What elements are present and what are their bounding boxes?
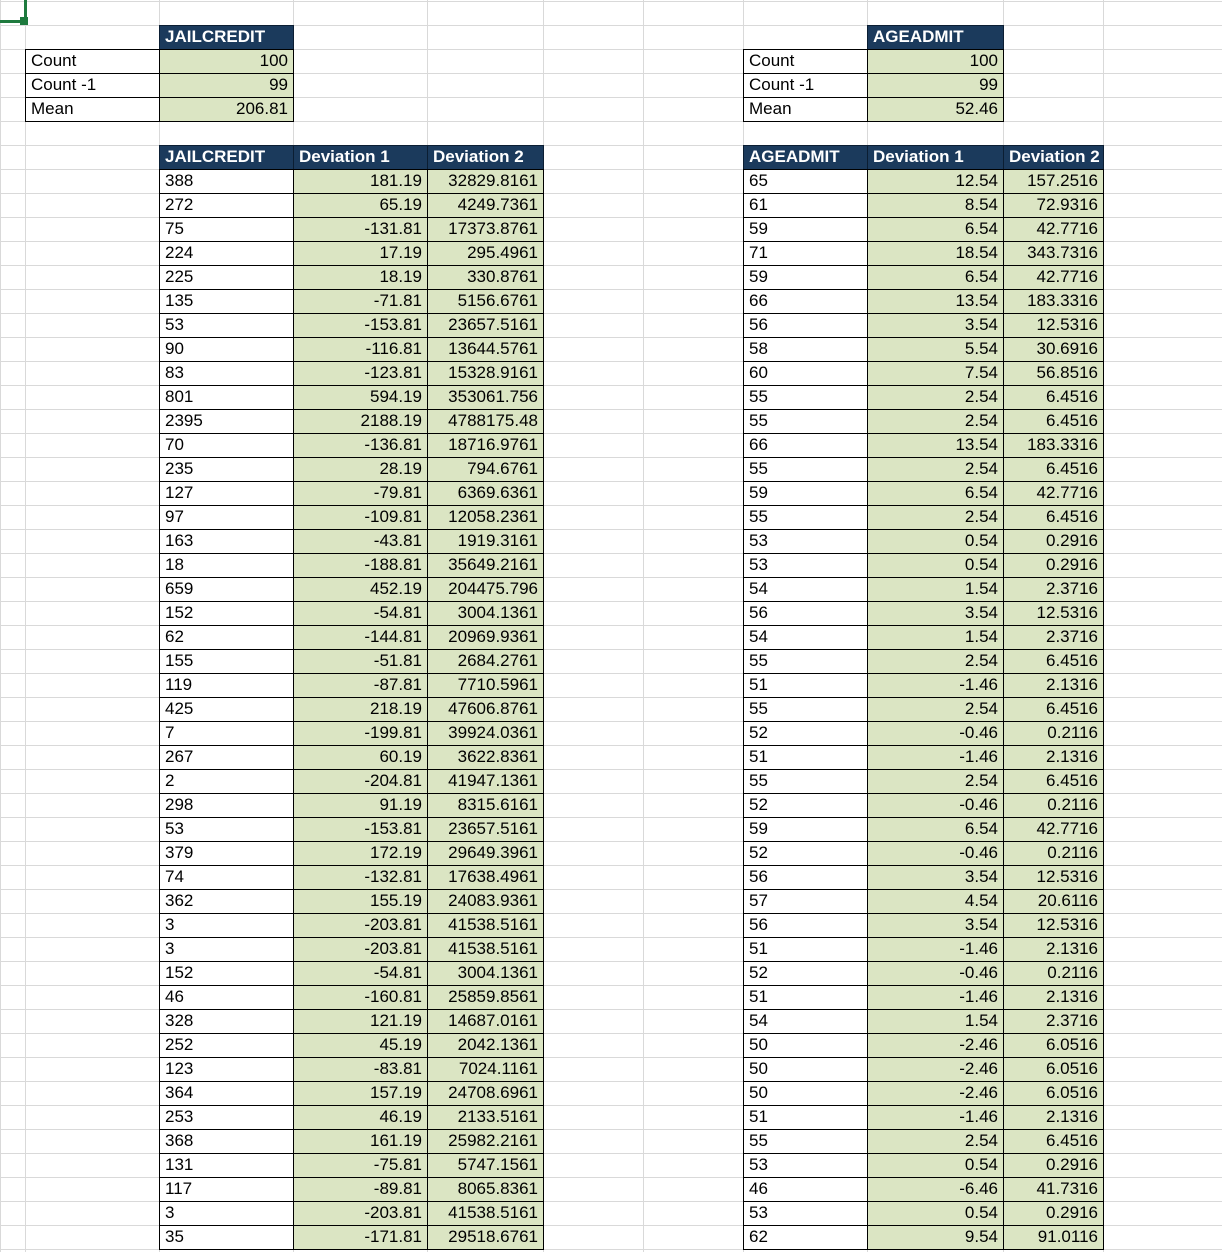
table-cell[interactable]: 6.54 xyxy=(867,217,1004,242)
table-cell[interactable]: 53 xyxy=(743,529,868,554)
table-cell[interactable]: 70 xyxy=(159,433,294,458)
table-cell[interactable]: 91.0116 xyxy=(1003,1225,1104,1250)
table-cell[interactable]: 39924.0361 xyxy=(427,721,544,746)
table-cell[interactable]: 25859.8561 xyxy=(427,985,544,1010)
table-cell[interactable]: 6.54 xyxy=(867,817,1004,842)
summary-header[interactable]: AGEADMIT xyxy=(867,25,1004,50)
table-header-cell[interactable]: AGEADMIT xyxy=(743,145,868,170)
table-cell[interactable]: 53 xyxy=(159,817,294,842)
table-cell[interactable]: 3004.1361 xyxy=(427,961,544,986)
table-header-cell[interactable]: Deviation 2 xyxy=(1003,145,1104,170)
table-cell[interactable]: 2.54 xyxy=(867,457,1004,482)
table-cell[interactable]: 18.19 xyxy=(293,265,428,290)
table-cell[interactable]: 152 xyxy=(159,601,294,626)
table-cell[interactable]: 183.3316 xyxy=(1003,433,1104,458)
table-cell[interactable]: 4249.7361 xyxy=(427,193,544,218)
table-cell[interactable]: 2.1316 xyxy=(1003,937,1104,962)
table-cell[interactable]: 90 xyxy=(159,337,294,362)
table-header-cell[interactable]: JAILCREDIT xyxy=(159,145,294,170)
table-cell[interactable]: 54 xyxy=(743,577,868,602)
table-cell[interactable]: 8.54 xyxy=(867,193,1004,218)
table-cell[interactable]: -71.81 xyxy=(293,289,428,314)
table-cell[interactable]: 2.54 xyxy=(867,769,1004,794)
summary-label[interactable]: Count xyxy=(743,49,868,74)
table-cell[interactable]: 7710.5961 xyxy=(427,673,544,698)
table-cell[interactable]: 1.54 xyxy=(867,577,1004,602)
table-cell[interactable]: 13.54 xyxy=(867,433,1004,458)
table-cell[interactable]: -1.46 xyxy=(867,1105,1004,1130)
table-cell[interactable]: 2.54 xyxy=(867,1129,1004,1154)
table-cell[interactable]: 0.54 xyxy=(867,553,1004,578)
table-cell[interactable]: 51 xyxy=(743,1105,868,1130)
table-cell[interactable]: 181.19 xyxy=(293,169,428,194)
table-cell[interactable]: 42.7716 xyxy=(1003,265,1104,290)
table-cell[interactable]: 4.54 xyxy=(867,889,1004,914)
table-cell[interactable]: 55 xyxy=(743,769,868,794)
table-cell[interactable]: 23657.5161 xyxy=(427,313,544,338)
summary-label[interactable]: Mean xyxy=(25,97,160,122)
table-cell[interactable]: -6.46 xyxy=(867,1177,1004,1202)
table-cell[interactable]: -0.46 xyxy=(867,961,1004,986)
table-cell[interactable]: 267 xyxy=(159,745,294,770)
table-cell[interactable]: 51 xyxy=(743,673,868,698)
table-cell[interactable]: -199.81 xyxy=(293,721,428,746)
table-cell[interactable]: 0.2916 xyxy=(1003,1201,1104,1226)
table-cell[interactable]: 157.19 xyxy=(293,1081,428,1106)
table-cell[interactable]: -54.81 xyxy=(293,601,428,626)
table-cell[interactable]: -153.81 xyxy=(293,313,428,338)
table-cell[interactable]: 6.4516 xyxy=(1003,457,1104,482)
table-header-cell[interactable]: Deviation 1 xyxy=(293,145,428,170)
table-cell[interactable]: 2188.19 xyxy=(293,409,428,434)
table-cell[interactable]: -1.46 xyxy=(867,937,1004,962)
table-cell[interactable]: 15328.9161 xyxy=(427,361,544,386)
table-cell[interactable]: 2.3716 xyxy=(1003,1009,1104,1034)
table-cell[interactable]: 32829.8161 xyxy=(427,169,544,194)
table-cell[interactable]: 12.5316 xyxy=(1003,865,1104,890)
table-cell[interactable]: 6.0516 xyxy=(1003,1033,1104,1058)
table-cell[interactable]: 0.54 xyxy=(867,529,1004,554)
summary-label[interactable]: Count -1 xyxy=(743,73,868,98)
table-cell[interactable]: 55 xyxy=(743,385,868,410)
table-cell[interactable]: 0.2916 xyxy=(1003,553,1104,578)
table-cell[interactable]: 91.19 xyxy=(293,793,428,818)
table-cell[interactable]: 56 xyxy=(743,601,868,626)
table-cell[interactable]: 0.54 xyxy=(867,1201,1004,1226)
table-cell[interactable]: 0.2916 xyxy=(1003,1153,1104,1178)
table-cell[interactable]: 6.4516 xyxy=(1003,409,1104,434)
table-cell[interactable]: 41538.5161 xyxy=(427,1201,544,1226)
table-cell[interactable]: 127 xyxy=(159,481,294,506)
table-cell[interactable]: 2.3716 xyxy=(1003,577,1104,602)
table-cell[interactable]: -131.81 xyxy=(293,217,428,242)
table-cell[interactable]: 55 xyxy=(743,1129,868,1154)
table-cell[interactable]: -1.46 xyxy=(867,745,1004,770)
table-cell[interactable]: 7.54 xyxy=(867,361,1004,386)
table-cell[interactable]: 46.19 xyxy=(293,1105,428,1130)
table-cell[interactable]: 50 xyxy=(743,1057,868,1082)
table-cell[interactable]: -116.81 xyxy=(293,337,428,362)
table-cell[interactable]: -2.46 xyxy=(867,1033,1004,1058)
table-cell[interactable]: 13644.5761 xyxy=(427,337,544,362)
table-cell[interactable]: -160.81 xyxy=(293,985,428,1010)
table-cell[interactable]: -83.81 xyxy=(293,1057,428,1082)
summary-value[interactable]: 206.81 xyxy=(159,97,294,122)
table-cell[interactable]: 155 xyxy=(159,649,294,674)
table-cell[interactable]: 41538.5161 xyxy=(427,913,544,938)
table-cell[interactable]: 2.54 xyxy=(867,649,1004,674)
table-cell[interactable]: 362 xyxy=(159,889,294,914)
table-cell[interactable]: 9.54 xyxy=(867,1225,1004,1250)
table-cell[interactable]: 155.19 xyxy=(293,889,428,914)
table-cell[interactable]: 17638.4961 xyxy=(427,865,544,890)
table-cell[interactable]: 66 xyxy=(743,289,868,314)
table-cell[interactable]: 59 xyxy=(743,481,868,506)
table-cell[interactable]: 2.54 xyxy=(867,505,1004,530)
table-cell[interactable]: 12.5316 xyxy=(1003,313,1104,338)
table-cell[interactable]: 2133.5161 xyxy=(427,1105,544,1130)
table-cell[interactable]: 47606.8761 xyxy=(427,697,544,722)
table-cell[interactable]: -203.81 xyxy=(293,1201,428,1226)
table-cell[interactable]: 272 xyxy=(159,193,294,218)
table-cell[interactable]: 30.6916 xyxy=(1003,337,1104,362)
table-cell[interactable]: -0.46 xyxy=(867,721,1004,746)
table-cell[interactable]: 54 xyxy=(743,625,868,650)
table-cell[interactable]: 6.54 xyxy=(867,481,1004,506)
table-cell[interactable]: 58 xyxy=(743,337,868,362)
table-cell[interactable]: 3 xyxy=(159,937,294,962)
table-cell[interactable]: -79.81 xyxy=(293,481,428,506)
table-cell[interactable]: 7024.1161 xyxy=(427,1057,544,1082)
table-cell[interactable]: -123.81 xyxy=(293,361,428,386)
summary-value[interactable]: 52.46 xyxy=(867,97,1004,122)
table-cell[interactable]: 52 xyxy=(743,793,868,818)
summary-label[interactable]: Mean xyxy=(743,97,868,122)
table-cell[interactable]: 54 xyxy=(743,1009,868,1034)
table-cell[interactable]: 46 xyxy=(743,1177,868,1202)
table-cell[interactable]: 25982.2161 xyxy=(427,1129,544,1154)
table-cell[interactable]: 6369.6361 xyxy=(427,481,544,506)
table-cell[interactable]: 328 xyxy=(159,1009,294,1034)
table-cell[interactable]: 55 xyxy=(743,649,868,674)
table-cell[interactable]: -136.81 xyxy=(293,433,428,458)
table-cell[interactable]: -171.81 xyxy=(293,1225,428,1250)
table-cell[interactable]: -203.81 xyxy=(293,937,428,962)
table-cell[interactable]: -51.81 xyxy=(293,649,428,674)
table-cell[interactable]: 4788175.48 xyxy=(427,409,544,434)
table-cell[interactable]: 3.54 xyxy=(867,913,1004,938)
table-cell[interactable]: 12.5316 xyxy=(1003,913,1104,938)
table-cell[interactable]: 62 xyxy=(159,625,294,650)
table-cell[interactable]: 801 xyxy=(159,385,294,410)
table-cell[interactable]: 252 xyxy=(159,1033,294,1058)
table-cell[interactable]: 8315.6161 xyxy=(427,793,544,818)
table-cell[interactable]: 0.2116 xyxy=(1003,793,1104,818)
table-cell[interactable]: 6.4516 xyxy=(1003,385,1104,410)
table-cell[interactable]: 29649.3961 xyxy=(427,841,544,866)
table-cell[interactable]: 28.19 xyxy=(293,457,428,482)
summary-label[interactable]: Count -1 xyxy=(25,73,160,98)
fill-handle[interactable] xyxy=(20,17,28,25)
table-cell[interactable]: 24083.9361 xyxy=(427,889,544,914)
table-cell[interactable]: -89.81 xyxy=(293,1177,428,1202)
table-cell[interactable]: 3004.1361 xyxy=(427,601,544,626)
summary-label[interactable]: Count xyxy=(25,49,160,74)
table-cell[interactable]: 46 xyxy=(159,985,294,1010)
table-cell[interactable]: 55 xyxy=(743,697,868,722)
table-cell[interactable]: -0.46 xyxy=(867,793,1004,818)
table-cell[interactable]: 52 xyxy=(743,721,868,746)
table-cell[interactable]: 2.1316 xyxy=(1003,673,1104,698)
table-cell[interactable]: 135 xyxy=(159,289,294,314)
summary-value[interactable]: 99 xyxy=(159,73,294,98)
table-cell[interactable]: 52 xyxy=(743,961,868,986)
table-cell[interactable]: 353061.756 xyxy=(427,385,544,410)
table-cell[interactable]: 123 xyxy=(159,1057,294,1082)
table-cell[interactable]: 52 xyxy=(743,841,868,866)
table-cell[interactable]: 163 xyxy=(159,529,294,554)
table-cell[interactable]: 66 xyxy=(743,433,868,458)
table-cell[interactable]: 6.54 xyxy=(867,265,1004,290)
table-cell[interactable]: 8065.8361 xyxy=(427,1177,544,1202)
table-cell[interactable]: 59 xyxy=(743,817,868,842)
table-cell[interactable]: 119 xyxy=(159,673,294,698)
table-cell[interactable]: 794.6761 xyxy=(427,457,544,482)
table-cell[interactable]: 56 xyxy=(743,313,868,338)
table-cell[interactable]: 6.0516 xyxy=(1003,1057,1104,1082)
table-cell[interactable]: 2.54 xyxy=(867,697,1004,722)
table-cell[interactable]: 368 xyxy=(159,1129,294,1154)
table-cell[interactable]: 50 xyxy=(743,1081,868,1106)
table-cell[interactable]: 83 xyxy=(159,361,294,386)
table-cell[interactable]: 6.4516 xyxy=(1003,697,1104,722)
table-cell[interactable]: -1.46 xyxy=(867,673,1004,698)
table-cell[interactable]: 298 xyxy=(159,793,294,818)
table-cell[interactable]: 53 xyxy=(743,1201,868,1226)
table-cell[interactable]: 6.4516 xyxy=(1003,769,1104,794)
table-cell[interactable]: 172.19 xyxy=(293,841,428,866)
table-cell[interactable]: 5747.1561 xyxy=(427,1153,544,1178)
table-cell[interactable]: 53 xyxy=(743,553,868,578)
table-cell[interactable]: 20.6116 xyxy=(1003,889,1104,914)
table-cell[interactable]: 51 xyxy=(743,985,868,1010)
table-cell[interactable]: 35649.2161 xyxy=(427,553,544,578)
table-cell[interactable]: 253 xyxy=(159,1105,294,1130)
table-cell[interactable]: -203.81 xyxy=(293,913,428,938)
table-cell[interactable]: 121.19 xyxy=(293,1009,428,1034)
summary-value[interactable]: 100 xyxy=(159,49,294,74)
table-cell[interactable]: 2684.2761 xyxy=(427,649,544,674)
table-cell[interactable]: 18.54 xyxy=(867,241,1004,266)
table-cell[interactable]: 2.54 xyxy=(867,385,1004,410)
table-cell[interactable]: 452.19 xyxy=(293,577,428,602)
table-cell[interactable]: 0.2116 xyxy=(1003,961,1104,986)
table-cell[interactable]: -43.81 xyxy=(293,529,428,554)
table-cell[interactable]: 14687.0161 xyxy=(427,1009,544,1034)
table-cell[interactable]: 53 xyxy=(743,1153,868,1178)
table-cell[interactable]: 57 xyxy=(743,889,868,914)
table-cell[interactable]: 35 xyxy=(159,1225,294,1250)
table-cell[interactable]: 2 xyxy=(159,769,294,794)
table-cell[interactable]: 3.54 xyxy=(867,865,1004,890)
table-cell[interactable]: 42.7716 xyxy=(1003,481,1104,506)
table-cell[interactable]: 55 xyxy=(743,409,868,434)
table-cell[interactable]: 24708.6961 xyxy=(427,1081,544,1106)
table-cell[interactable]: 425 xyxy=(159,697,294,722)
summary-value[interactable]: 99 xyxy=(867,73,1004,98)
table-cell[interactable]: 235 xyxy=(159,457,294,482)
table-cell[interactable]: 13.54 xyxy=(867,289,1004,314)
table-cell[interactable]: 59 xyxy=(743,265,868,290)
table-cell[interactable]: 2042.1361 xyxy=(427,1033,544,1058)
table-cell[interactable]: 379 xyxy=(159,841,294,866)
table-cell[interactable]: 62 xyxy=(743,1225,868,1250)
table-cell[interactable]: 97 xyxy=(159,505,294,530)
table-cell[interactable]: 343.7316 xyxy=(1003,241,1104,266)
table-cell[interactable]: 0.2916 xyxy=(1003,529,1104,554)
table-cell[interactable]: 6.4516 xyxy=(1003,649,1104,674)
table-cell[interactable]: 65 xyxy=(743,169,868,194)
table-cell[interactable]: 1919.3161 xyxy=(427,529,544,554)
table-cell[interactable]: 594.19 xyxy=(293,385,428,410)
table-cell[interactable]: 65.19 xyxy=(293,193,428,218)
table-cell[interactable]: 1.54 xyxy=(867,625,1004,650)
table-cell[interactable]: 12.54 xyxy=(867,169,1004,194)
table-cell[interactable]: 2.54 xyxy=(867,409,1004,434)
table-cell[interactable]: 0.2116 xyxy=(1003,841,1104,866)
table-cell[interactable]: 61 xyxy=(743,193,868,218)
table-cell[interactable]: 55 xyxy=(743,505,868,530)
table-cell[interactable]: 161.19 xyxy=(293,1129,428,1154)
table-cell[interactable]: 41947.1361 xyxy=(427,769,544,794)
table-header-cell[interactable]: Deviation 2 xyxy=(427,145,544,170)
table-cell[interactable]: -144.81 xyxy=(293,625,428,650)
table-cell[interactable]: 75 xyxy=(159,217,294,242)
table-cell[interactable]: 60 xyxy=(743,361,868,386)
table-cell[interactable]: -109.81 xyxy=(293,505,428,530)
table-cell[interactable]: -1.46 xyxy=(867,985,1004,1010)
table-cell[interactable]: 3 xyxy=(159,913,294,938)
table-cell[interactable]: 3 xyxy=(159,1201,294,1226)
table-cell[interactable]: 42.7716 xyxy=(1003,217,1104,242)
table-cell[interactable]: 3.54 xyxy=(867,601,1004,626)
table-cell[interactable]: 7 xyxy=(159,721,294,746)
table-cell[interactable]: 72.9316 xyxy=(1003,193,1104,218)
table-cell[interactable]: 41538.5161 xyxy=(427,937,544,962)
table-cell[interactable]: -54.81 xyxy=(293,961,428,986)
table-cell[interactable]: 330.8761 xyxy=(427,265,544,290)
table-cell[interactable]: 364 xyxy=(159,1081,294,1106)
table-cell[interactable]: 183.3316 xyxy=(1003,289,1104,314)
table-cell[interactable]: -188.81 xyxy=(293,553,428,578)
table-cell[interactable]: 224 xyxy=(159,241,294,266)
table-cell[interactable]: 20969.9361 xyxy=(427,625,544,650)
table-cell[interactable]: 56 xyxy=(743,913,868,938)
table-cell[interactable]: -2.46 xyxy=(867,1081,1004,1106)
table-cell[interactable]: -75.81 xyxy=(293,1153,428,1178)
table-cell[interactable]: 2.3716 xyxy=(1003,625,1104,650)
table-cell[interactable]: 23657.5161 xyxy=(427,817,544,842)
table-cell[interactable]: -132.81 xyxy=(293,865,428,890)
table-cell[interactable]: 157.2516 xyxy=(1003,169,1104,194)
table-cell[interactable]: 55 xyxy=(743,457,868,482)
table-cell[interactable]: 74 xyxy=(159,865,294,890)
table-cell[interactable]: 50 xyxy=(743,1033,868,1058)
table-cell[interactable]: 2395 xyxy=(159,409,294,434)
table-cell[interactable]: 6.0516 xyxy=(1003,1081,1104,1106)
table-cell[interactable]: -87.81 xyxy=(293,673,428,698)
table-cell[interactable]: 295.4961 xyxy=(427,241,544,266)
table-header-cell[interactable]: Deviation 1 xyxy=(867,145,1004,170)
table-cell[interactable]: 6.4516 xyxy=(1003,1129,1104,1154)
table-cell[interactable]: 18 xyxy=(159,553,294,578)
summary-value[interactable]: 100 xyxy=(867,49,1004,74)
table-cell[interactable]: 51 xyxy=(743,745,868,770)
table-cell[interactable]: 59 xyxy=(743,217,868,242)
table-cell[interactable]: -204.81 xyxy=(293,769,428,794)
table-cell[interactable]: 2.1316 xyxy=(1003,1105,1104,1130)
table-cell[interactable]: 71 xyxy=(743,241,868,266)
table-cell[interactable]: -0.46 xyxy=(867,841,1004,866)
table-cell[interactable]: -2.46 xyxy=(867,1057,1004,1082)
table-cell[interactable]: 45.19 xyxy=(293,1033,428,1058)
table-cell[interactable]: 12058.2361 xyxy=(427,505,544,530)
table-cell[interactable]: 117 xyxy=(159,1177,294,1202)
table-cell[interactable]: 60.19 xyxy=(293,745,428,770)
table-cell[interactable]: 41.7316 xyxy=(1003,1177,1104,1202)
table-cell[interactable]: 5.54 xyxy=(867,337,1004,362)
table-cell[interactable]: 3622.8361 xyxy=(427,745,544,770)
table-cell[interactable]: 225 xyxy=(159,265,294,290)
table-cell[interactable]: 42.7716 xyxy=(1003,817,1104,842)
table-cell[interactable]: 5156.6761 xyxy=(427,289,544,314)
table-cell[interactable]: 204475.796 xyxy=(427,577,544,602)
table-cell[interactable]: 12.5316 xyxy=(1003,601,1104,626)
table-cell[interactable]: 2.1316 xyxy=(1003,745,1104,770)
table-cell[interactable]: 18716.9761 xyxy=(427,433,544,458)
table-cell[interactable]: 1.54 xyxy=(867,1009,1004,1034)
summary-header[interactable]: JAILCREDIT xyxy=(159,25,294,50)
table-cell[interactable]: 53 xyxy=(159,313,294,338)
table-cell[interactable]: -153.81 xyxy=(293,817,428,842)
table-cell[interactable]: 6.4516 xyxy=(1003,505,1104,530)
table-cell[interactable]: 0.2116 xyxy=(1003,721,1104,746)
table-cell[interactable]: 56.8516 xyxy=(1003,361,1104,386)
table-cell[interactable]: 0.54 xyxy=(867,1153,1004,1178)
table-cell[interactable]: 388 xyxy=(159,169,294,194)
table-cell[interactable]: 17.19 xyxy=(293,241,428,266)
table-cell[interactable]: 659 xyxy=(159,577,294,602)
table-cell[interactable]: 17373.8761 xyxy=(427,217,544,242)
table-cell[interactable]: 2.1316 xyxy=(1003,985,1104,1010)
table-cell[interactable]: 51 xyxy=(743,937,868,962)
table-cell[interactable]: 131 xyxy=(159,1153,294,1178)
table-cell[interactable]: 218.19 xyxy=(293,697,428,722)
table-cell[interactable]: 3.54 xyxy=(867,313,1004,338)
table-cell[interactable]: 29518.6761 xyxy=(427,1225,544,1250)
table-cell[interactable]: 152 xyxy=(159,961,294,986)
table-cell[interactable]: 56 xyxy=(743,865,868,890)
